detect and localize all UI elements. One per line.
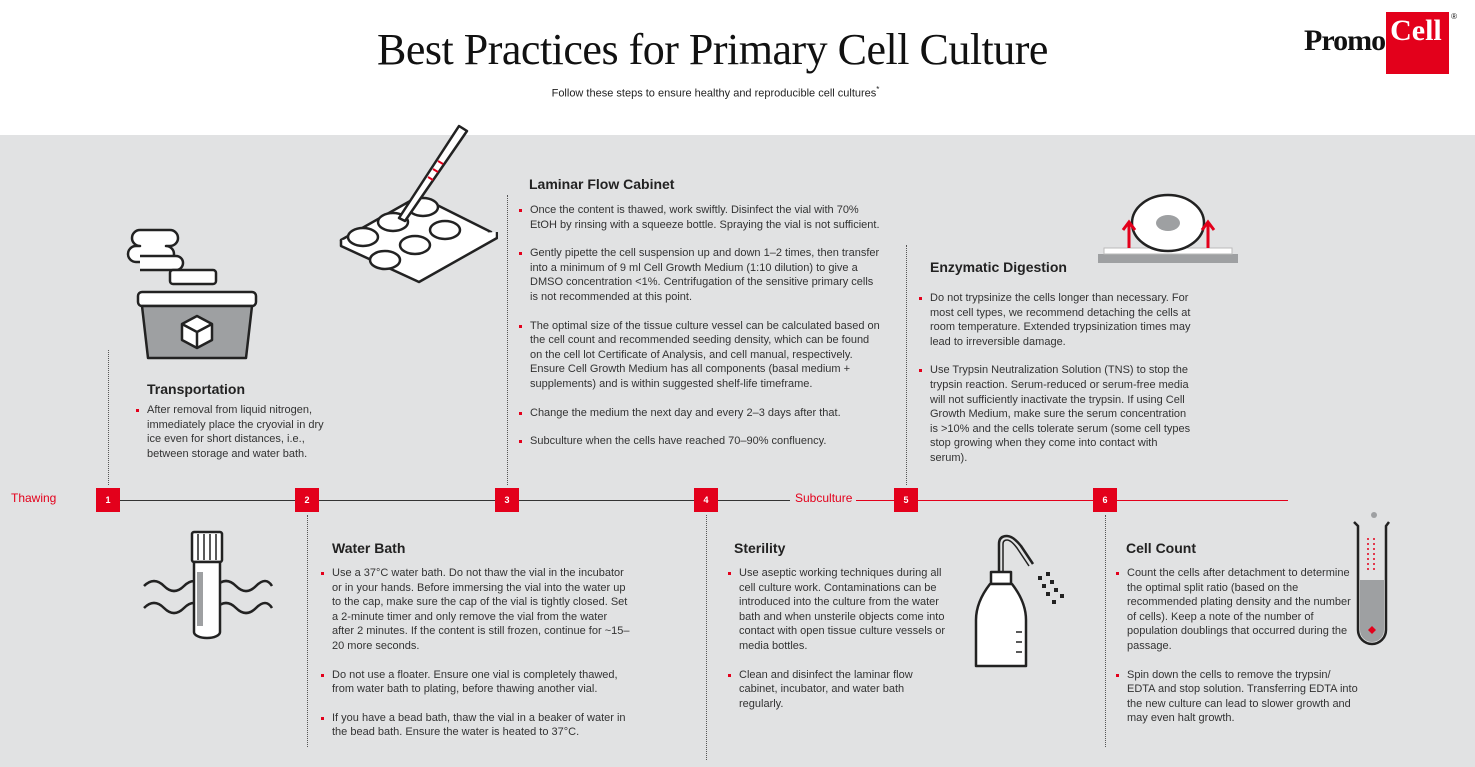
sterility-list xyxy=(739,566,951,725)
list-item: Clean and disinfect the laminar flow cabinet, incubator, and water bath regularly. xyxy=(739,668,951,712)
enzymatic-digestion-list xyxy=(930,291,1196,480)
step-marker-4: 4 xyxy=(694,488,718,512)
connector-4 xyxy=(706,515,707,760)
connector-1 xyxy=(108,350,109,485)
sterility-title: Sterility xyxy=(734,540,786,556)
transportation-list xyxy=(147,403,337,475)
logo-cell-box: Cell xyxy=(1386,12,1449,74)
list-item: If you have a bead bath, thaw the vial in a beaker of water in the bead bath. Ensure the water is heated to 37°C. xyxy=(332,711,632,740)
cooler-box-icon xyxy=(120,222,265,364)
connector-6 xyxy=(1105,515,1106,747)
connector-5 xyxy=(906,245,907,485)
test-tube-icon xyxy=(1350,508,1390,648)
laminar-flow-list xyxy=(530,203,880,463)
step-marker-5: 5 xyxy=(894,488,918,512)
list-item: Use a 37°C water bath. Do not thaw the vial in the incubator or in your hands. Before immersing the vial into the water up to the cap, make sure the cap of the vial is tightly closed. Set a 2-minute timer and only remove the vial from the water after 2 minutes. If the content is still frozen, continue for ~15–20 more seconds. xyxy=(332,566,632,654)
wash-bottle-icon xyxy=(972,532,1072,672)
step-marker-6: 6 xyxy=(1093,488,1117,512)
laminar-flow-title: Laminar Flow Cabinet xyxy=(529,176,675,192)
enzymatic-digestion-title: Enzymatic Digestion xyxy=(930,259,1067,275)
list-item: Count the cells after detachment to determine the optimal split ratio (based on the recommended plating density and the number of cells). Keep a note of the number of population doublings that occurred during the passage. xyxy=(1127,566,1359,654)
petri-dish-icon xyxy=(1098,190,1240,265)
list-item: Do not trypsinize the cells longer than necessary. For most cell types, we recommend detaching the cells at room temperature. Extended trypsinization times may lead to irreversible damage. xyxy=(930,291,1196,349)
water-bath-list xyxy=(332,566,632,754)
page-title: Best Practices for Primary Cell Culture xyxy=(377,25,1048,74)
step-marker-2: 2 xyxy=(295,488,319,512)
cryovial-water-icon xyxy=(140,528,280,643)
connector-2 xyxy=(307,515,308,747)
list-item: Once the content is thawed, work swiftly. Disinfect the vial with 70% EtOH by rinsing with a squeeze bottle. Spraying the vial is not sufficient. xyxy=(530,204,880,231)
list-item: Use aseptic working techniques during all cell culture work. Contaminations can be introduced into the culture from the water bath and when unsterile objects come into contact with open tissue culture vessels or media bottles. xyxy=(739,566,951,654)
transportation-title: Transportation xyxy=(147,381,246,397)
connector-3 xyxy=(507,195,508,485)
thawing-label: Thawing xyxy=(11,491,57,505)
list-item: Spin down the cells to remove the trypsin/ EDTA and stop solution. Transferring EDTA into the new culture can lead to slower growth and may even halt growth. xyxy=(1127,668,1358,725)
timeline-thawing-line xyxy=(108,500,790,501)
step-marker-3: 3 xyxy=(495,488,519,512)
list-item: Gently pipette the cell suspension up and down 1–2 times, then transfer into a minimum of 9 ml Cell Growth Medium (1:10 dilution) to give a DMSO concentration <1%. Centrifugation of the sensitive primary cells is not recommended at this point. xyxy=(530,247,880,303)
list-item: After removal from liquid nitrogen, immediately place the cryovial in dry ice even for short distances, i.e., between storage and water bath. xyxy=(147,403,337,461)
well-plate-pipette-icon xyxy=(333,122,498,292)
cell-count-title: Cell Count xyxy=(1126,540,1196,556)
timeline-subculture-line xyxy=(856,500,1288,501)
list-item: Do not use a floater. Ensure one vial is completely thawed, from water bath to plating, before thawing another vial. xyxy=(332,668,632,697)
page-subtitle: Follow these steps to ensure healthy and reproducible cell cultures* xyxy=(551,85,880,100)
list-item: Subculture when the cells have reached 70–90% confluency. xyxy=(530,434,880,449)
promocell-logo xyxy=(1304,12,1457,74)
list-item: Use Trypsin Neutralization Solution (TNS) to stop the trypsin reaction. Serum-reduced or serum-free media will not sufficiently inactivate the trypsin. If using Cell Growth Medium, make sure the serum concentration is >10% and the cells tolerate serum (some cell types stop growing when they come into contact with serum). xyxy=(930,363,1196,465)
logo-registered-mark: ® xyxy=(1451,12,1457,21)
cell-count-list xyxy=(1127,566,1359,740)
logo-promo-text: Promo xyxy=(1304,24,1386,57)
water-bath-title: Water Bath xyxy=(332,540,406,556)
step-marker-1: 1 xyxy=(96,488,120,512)
list-item: Change the medium the next day and every 2–3 days after that. xyxy=(530,406,880,421)
subculture-label: Subculture xyxy=(795,491,853,505)
list-item: The optimal size of the tissue culture vessel can be calculated based on the cell count and recommended seeding density, which can be found on the cell lot Certificate of Analysis, and cell manual, respectively. Ensure Cell Growth Medium has all components (basal medium + supplements) and is within suggested shelf-life timeframe. xyxy=(530,319,880,390)
